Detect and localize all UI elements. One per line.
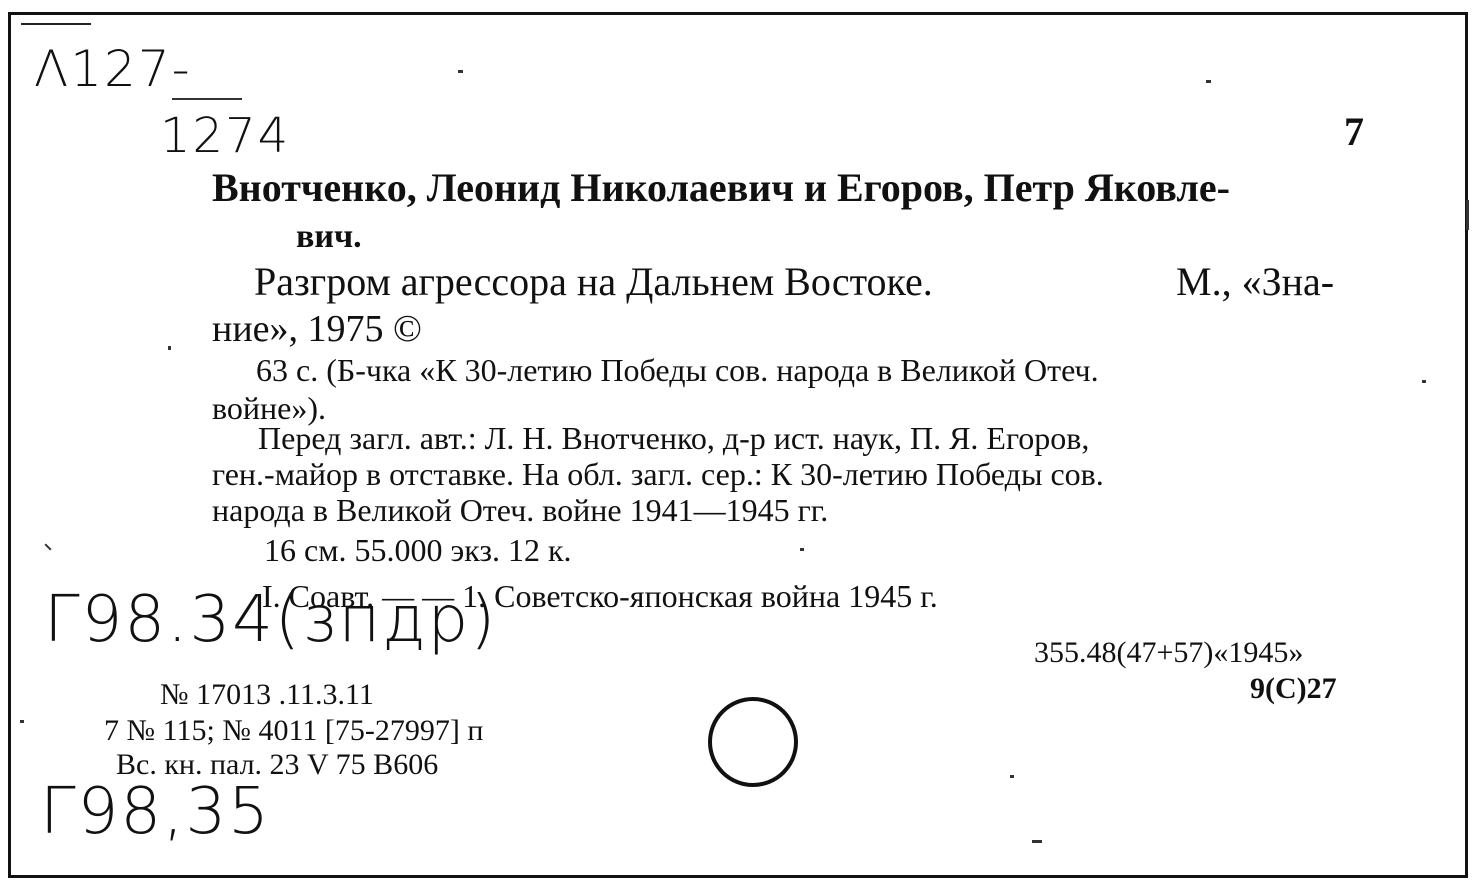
speck: [800, 548, 804, 551]
physical-description: 16 см. 55.000 экз. 12 к.: [264, 532, 572, 568]
notes-line3: народа в Великой Отеч. войне 1941—1945 гг.: [212, 492, 829, 528]
registry-line3: Вс. кн. пал. 23 V 75 В606: [116, 748, 439, 781]
handwritten-shelf-mark-top: Λ127-: [34, 40, 192, 98]
speck: [458, 70, 463, 73]
handwritten-fraction-line: [172, 98, 242, 100]
speck: [20, 720, 24, 723]
title-line1: Разгром агрессора на Дальнем Востоке.: [254, 259, 933, 304]
speck: [1206, 80, 1211, 83]
collation-line2: войне»).: [212, 390, 326, 426]
speck: [1466, 200, 1469, 230]
card-number: 7: [1344, 109, 1364, 154]
notes-line2: ген.-майор в отставке. На обл. загл. сер.: К 30-летию Победы сов.: [212, 456, 1104, 492]
registry-line1: № 17013 .11.3.11: [160, 678, 374, 711]
imprint-line1: М., «Зна-: [1176, 259, 1335, 304]
udc-index: 355.48(47+57)«1945»: [1034, 636, 1304, 669]
top-rule: [21, 23, 91, 25]
authors-line1: Внотченко, Леонид Николаевич и Егоров, Петр Яковле-: [212, 165, 1230, 210]
notes-line1: Перед загл. авт.: Л. Н. Внотченко, д-р ист. наук, П. Я. Егоров,: [258, 420, 1090, 456]
title-line2: ние», 1975 ©: [212, 308, 422, 350]
bbk-index: 9(С)27: [1250, 672, 1337, 705]
speck: [1010, 775, 1014, 778]
registry-line2: 7 № 115; № 4011 [75-27997] п: [104, 714, 484, 747]
collation-line1: 63 с. (Б-чка «К 30-летию Победы сов. народа в Великой Отеч.: [256, 352, 1099, 388]
handwritten-shelf-mark-bottom: 1274: [160, 108, 291, 164]
tracings: I. Соавт. — — 1. Советско-японская война 1945 г.: [262, 578, 938, 614]
speck: [1032, 840, 1042, 843]
speck: [168, 346, 171, 350]
card-punch-hole: [708, 697, 798, 787]
authors-line2: вич.: [296, 218, 362, 255]
handwritten-class-bottom: Г98,35: [40, 775, 271, 849]
speck: [1422, 380, 1426, 383]
handwritten-class-left: Г98.34(зпдр): [44, 583, 498, 657]
